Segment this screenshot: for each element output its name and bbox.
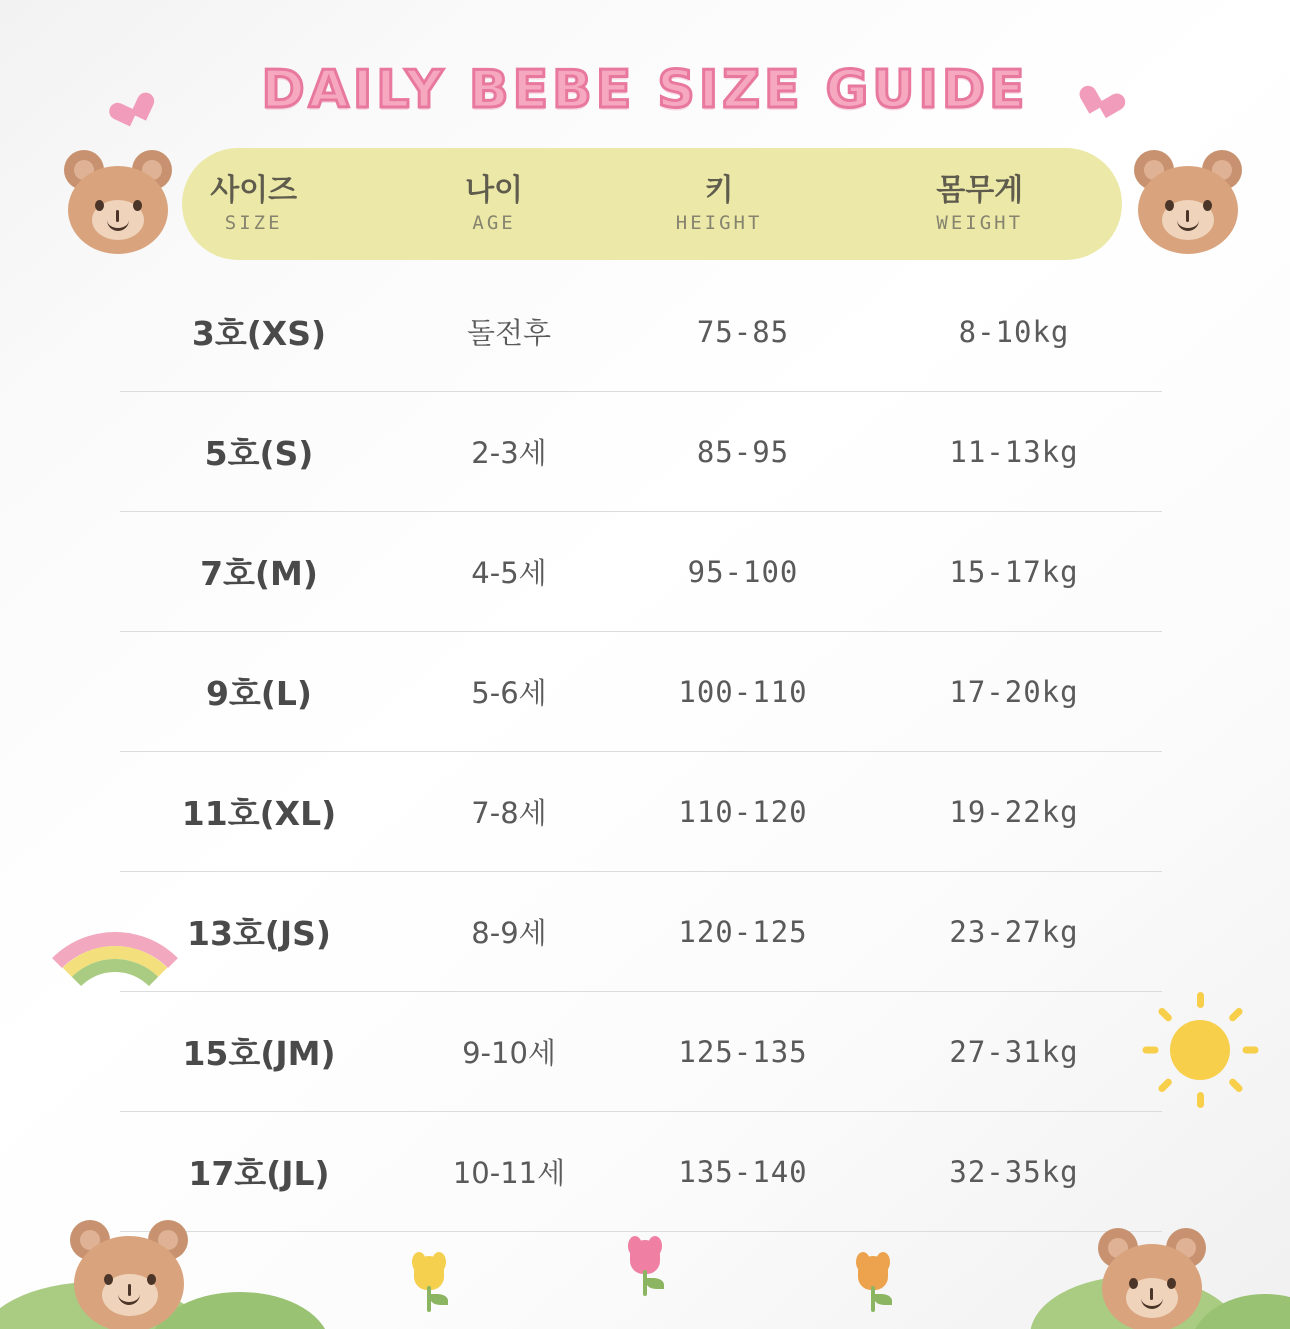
cell-age: 8-9세 (471, 916, 547, 950)
cell-height: 125-135 (678, 1034, 808, 1069)
cell-weight: 11-13kg (949, 434, 1079, 469)
sun-icon (1140, 990, 1260, 1110)
cell-height: 110-120 (678, 794, 808, 829)
cell-height: 75-85 (696, 314, 790, 349)
cell-height: 120-125 (678, 914, 808, 949)
cell-size: 5호(S) (204, 434, 314, 473)
cell-size: 17호(JL) (188, 1154, 330, 1193)
cell-weight: 8-10kg (958, 314, 1070, 349)
cell-age: 9-10세 (462, 1036, 556, 1070)
cell-height: 135-140 (678, 1154, 808, 1189)
table-row (120, 392, 1162, 512)
rainbow-icon (40, 932, 190, 1010)
cell-age: 돌전후 (466, 316, 552, 350)
page-title-text: DAILY BEBE SIZE GUIDE (261, 60, 1029, 120)
table-row (120, 992, 1162, 1112)
cell-age: 10-11세 (452, 1156, 566, 1190)
cell-size: 7호(M) (200, 554, 318, 593)
cell-age: 2-3세 (471, 436, 547, 470)
cell-size: 11호(XL) (181, 794, 337, 833)
cell-size: 9호(L) (205, 674, 313, 713)
table-row (120, 1112, 1162, 1232)
cell-weight: 23-27kg (949, 914, 1079, 949)
bear-face-icon (1096, 1226, 1208, 1329)
column-header-height: 키 HEIGHT (675, 172, 763, 235)
cell-height: 85-95 (696, 434, 790, 469)
table-row (120, 752, 1162, 872)
table-row (120, 512, 1162, 632)
cell-age: 5-6세 (471, 676, 547, 710)
cell-weight: 32-35kg (949, 1154, 1079, 1189)
cell-size: 15호(JM) (182, 1034, 336, 1073)
bear-face-icon (68, 1218, 192, 1329)
table-row (120, 272, 1162, 392)
column-header-weight: 몸무게 WEIGHT (936, 172, 1024, 235)
cell-age: 7-8세 (471, 796, 547, 830)
cell-age: 4-5세 (471, 556, 547, 590)
cell-height: 95-100 (687, 554, 799, 589)
cell-weight: 17-20kg (949, 674, 1079, 709)
cell-size: 3호(XS) (191, 314, 327, 353)
cell-weight: 19-22kg (949, 794, 1079, 829)
table-header-row (182, 148, 1122, 260)
table-row (120, 872, 1162, 992)
cell-size: 13호(JS) (186, 914, 331, 953)
cell-weight: 27-31kg (949, 1034, 1079, 1069)
cell-weight: 15-17kg (949, 554, 1079, 589)
bear-face-icon (1132, 148, 1244, 260)
column-header-age: 나이 AGE (465, 172, 524, 235)
size-table (120, 272, 1162, 1232)
table-row (120, 632, 1162, 752)
cell-height: 100-110 (678, 674, 808, 709)
column-header-size: 사이즈 SIZE (210, 172, 298, 235)
